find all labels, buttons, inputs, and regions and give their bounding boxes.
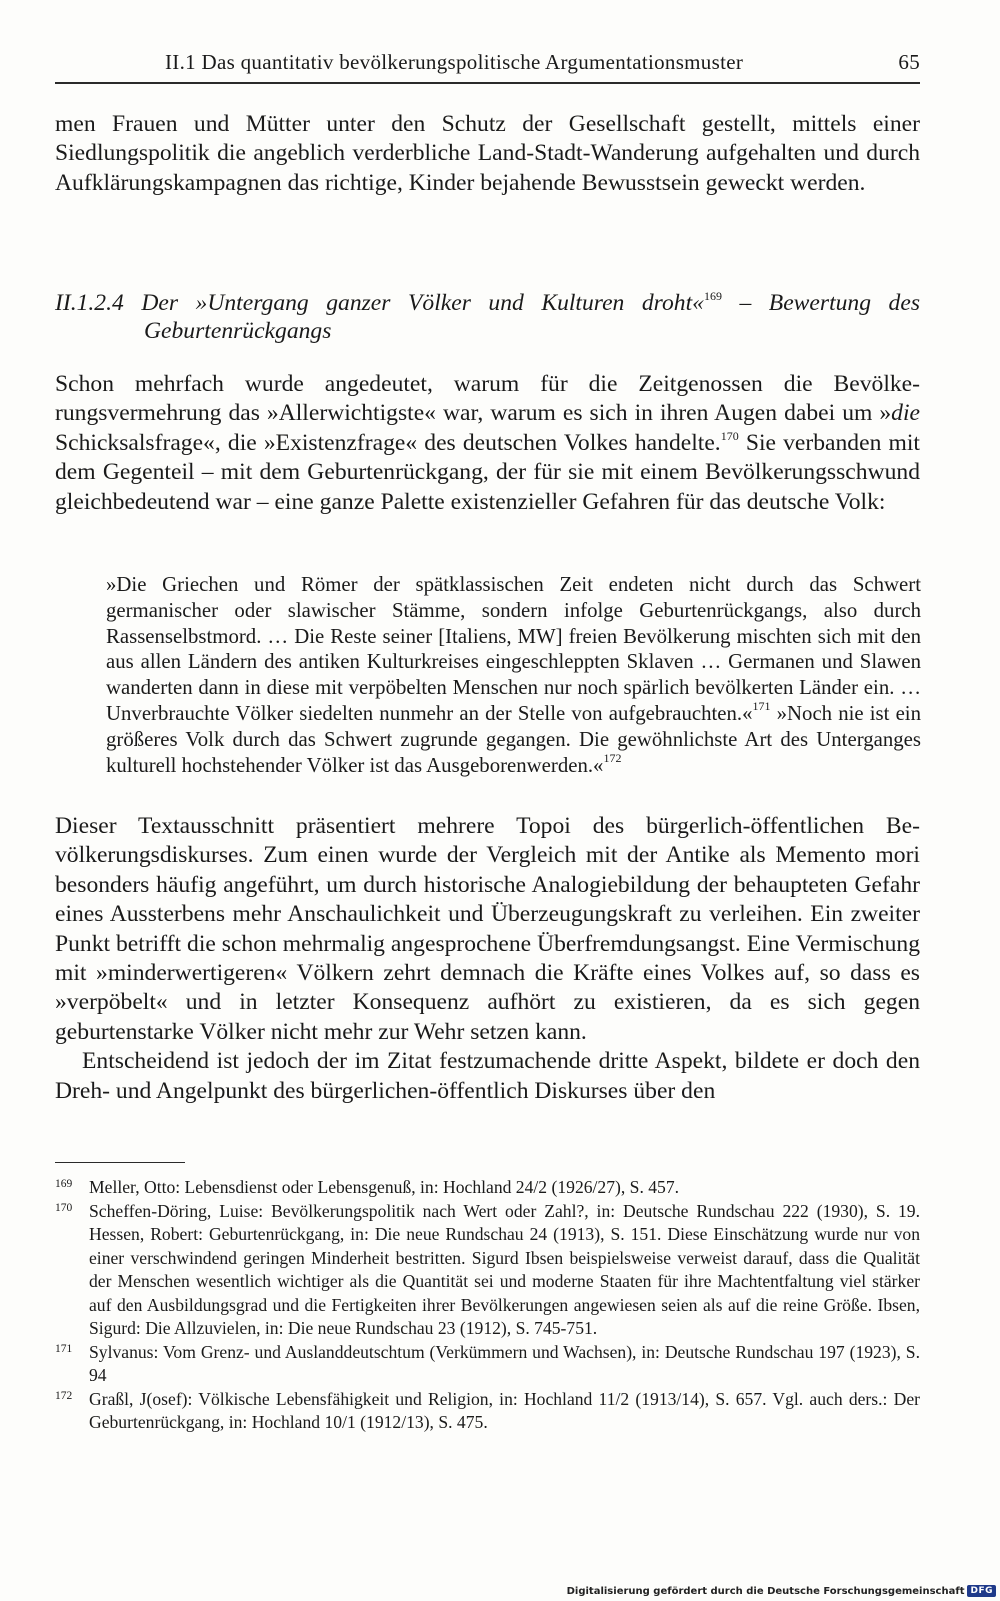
footnote-169: [55, 1176, 920, 1200]
footnote-text: Scheffen-Döring, Luise: Bevölkerungspolitik nach Wert oder Zahl?, in: Deutsche Rundschau 222 (1930), S. 19. Hessen, Robert: Geburtenrückgang, in: Die neue Rundschau 24 (1913), S. 151. Diese Einschätzung wurde nur von einer verschwindend geringen Minderheit bestritten. Sigurd Ibsen beispielsweise verweist darauf, dass die Qualität der Menschen wesentlich wichtiger als die Quantität sei und moderne Staaten für ihre Machtentfaltung viel stärker auf den Ausbildungsgrad und die Fertigkeiten ihrer Bevölkerungen angewiesen seien als auf die reine Größe. Ibsen, Sigurd: Die Allzuvielen, in: Die neue Rundschau 23 (1912), S. 745-751.: [89, 1200, 920, 1338]
footnote-172: [55, 1388, 920, 1435]
paragraph-2-text: [55, 370, 920, 517]
intro-paragraph-text: men Frauen und Mütter unter den Schutz der Gesellschaft gestellt, mittels einer Siedlungspolitik die angeblich verderbliche Land-Stadt-Wanderung aufgehalten und durch Aufklärungskampagnen das richtige, Kinder bejahende Bewusstsein geweckt werden.: [55, 111, 920, 196]
paragraph-2: [55, 370, 920, 517]
footnote-text: Meller, Otto: Lebensdienst oder Lebensgenuß, in: Hochland 24/2 (1926/27), S. 457.: [89, 1177, 680, 1197]
paragraph-2-part3: Sie verbanden mit dem Gegenteil – mit dem Geburtenrückgang, der für sie mit einem Bevölkerungsschwund gleichbedeutend war – eine ganze Palette existenzieller Gefahren für das deutsche Volk:: [55, 429, 920, 515]
running-head: [55, 48, 920, 84]
paragraph-2-emphasis: die: [891, 400, 920, 427]
paragraph-3-text: Dieser Textausschnitt präsentiert mehrere Topoi des bürgerlich-öffentlichen Bevölkerungsdiskurses. Zum einen wurde der Vergleich mit der Antike als Memento mori besonders häufig angeführt, um durch historische Analogiebildung der behaupteten Gefahr eines Aussterbens mehr Anschaulichkeit und Überzeugungskraft zu verleihen. Ein zweiter Punkt betrifft die schon mehrmalig angesprochene Überfremdungsangst. Eine Vermischung mit »minderwertigeren« Völkern zehrt demnach die Kräfte eines Volkes auf, so dass es »verpöbelt« und in letzter Konsequenz aufhört zu existieren, da es sich gegen geburtenstarke Völker nicht mehr zur Wehr setzen kann.: [55, 813, 920, 1045]
digitization-credit: [567, 1585, 996, 1597]
footnote-number: 170: [55, 1201, 73, 1214]
section-heading-line1: [55, 289, 920, 317]
footnote-170: [55, 1200, 920, 1341]
paragraph-4-text: Entscheidend ist jedoch der im Zitat festzumachende dritte Aspekt, bildete er doch den Dreh- und Angelpunkt des bürgerlichen-öffentlich Diskurses über den: [55, 1048, 920, 1104]
footnote-number: 171: [55, 1342, 73, 1355]
block-quote-part1: »Die Griechen und Römer der spätklassischen Zeit endeten nicht durch das Schwert germanischer oder slawischer Stämme, sondern infolge Geburtenrückgangs, also durch Rassenselbstmord. … Die Reste seiner [Italiens, MW] freien Bevölkerung mischten sich mit den aus allen Ländern des antiken Kulturkreises eingeschleppten Sklaven … Germanen und Slawen wanderten dann in diese mit verpöbelten Menschen nur noch spärlich bevölkerten Länder ein. … Unverbrauchte Völker siedelten nunmehr an der Stelle von aufgebrauchten.«: [106, 573, 921, 725]
footnote-text: Graßl, J(osef): Völkische Lebensfähigkeit und Religion, in: Hochland 11/2 (1913/14), S. 657. Vgl. auch ders.: Der Geburtenrückgang, in: Hochland 10/1 (1912/13), S. 475.: [89, 1388, 920, 1432]
digitization-credit-text: Digitalisierung gefördert durch die Deutsche Forschungsgemeinschaft: [566, 1585, 965, 1597]
paragraph-2-part2: Schicksalsfrage«, die »Existenzfrage« des deutschen Volkes handelte.: [55, 429, 721, 456]
block-quote: [106, 572, 921, 778]
footnote-ref-169: 169: [703, 289, 722, 303]
footnote-number: 172: [55, 1389, 73, 1402]
footnotes: [55, 1176, 920, 1435]
page-number: 65: [898, 50, 920, 74]
paragraph-2-part1: Schon mehrfach wurde angedeutet, warum für die Zeitgenossen die Bevölkerungsvermehrung das »Allerwichtigste« war, warum es sich in ihren Augen dabei um »: [55, 371, 920, 427]
footnote-ref-171: 171: [752, 698, 771, 713]
section-heading: [55, 289, 920, 345]
section-heading-line2: Geburtenrückgangs: [144, 318, 332, 344]
section-heading-title: II.1.2.4 Der »Untergang ganzer Völker und Kulturen droht«: [55, 290, 704, 316]
running-head-title: II.1 Das quantitativ bevölkerungspolitische Argumentationsmuster: [165, 50, 744, 74]
footnote-171: [55, 1341, 920, 1388]
footnote-text: Sylvanus: Vom Grenz- und Auslanddeutschtum (Verkümmern und Wachsen), in: Deutsche Rundschau 197 (1923), S. 94: [89, 1341, 920, 1385]
footnote-separator: [55, 1162, 185, 1163]
block-quote-part2: »Noch nie ist ein größeres Volk durch das Schwert zugrunde gegangen. Die gewöhnlichste Art des Unterganges kulturell hochstehender Völker ist das Ausgeborenwerden.«: [106, 701, 921, 777]
section-heading-subtitle: – Bewertung des: [721, 290, 920, 316]
paragraph-3: [55, 812, 920, 1106]
intro-paragraph: [55, 110, 920, 198]
dfg-logo-icon: DFG: [967, 1585, 996, 1597]
footnote-ref-172: 172: [603, 750, 622, 765]
footnote-number: 169: [55, 1178, 73, 1190]
footnote-ref-170: 170: [720, 428, 739, 443]
